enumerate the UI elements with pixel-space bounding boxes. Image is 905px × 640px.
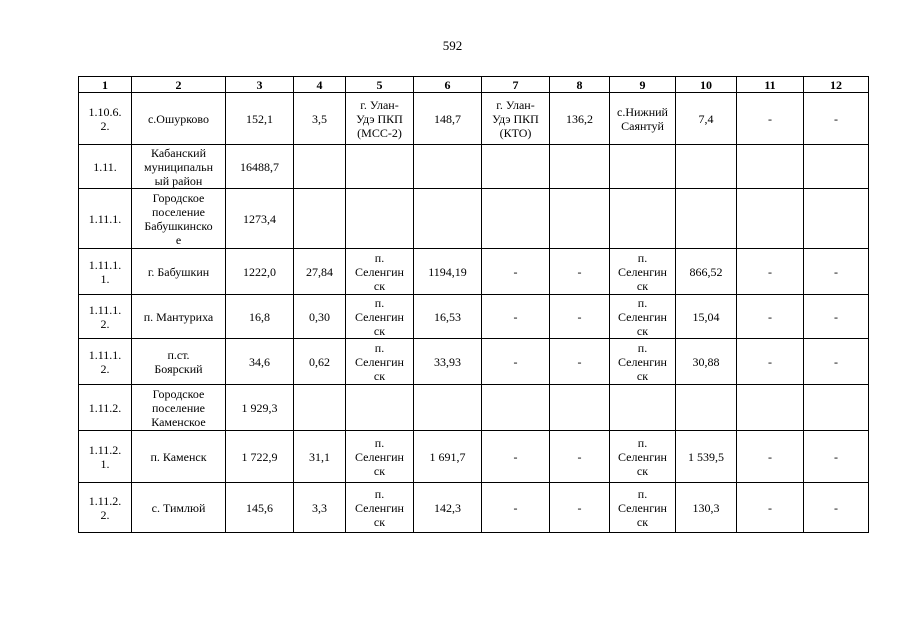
table-cell — [346, 189, 414, 249]
table-cell: - — [804, 431, 869, 483]
table-cell — [610, 145, 676, 189]
table-cell: п. Селенгин ск — [346, 339, 414, 385]
table-row — [79, 483, 869, 533]
table-cell: п. Селенгин ск — [346, 483, 414, 533]
table-cell: 1 539,5 — [676, 431, 737, 483]
table-cell: 1.10.6. 2. — [79, 93, 132, 145]
table-cell: 1.11.2. — [79, 385, 132, 431]
table-row — [79, 93, 869, 145]
table-cell: 1.11.1. 2. — [79, 295, 132, 339]
table-cell — [414, 385, 482, 431]
table-cell: п. Селенгин ск — [610, 431, 676, 483]
table-cell: Городское поселение Бабушкинско е — [132, 189, 226, 249]
table-cell: 31,1 — [294, 431, 346, 483]
table-cell: 866,52 — [676, 249, 737, 295]
table-cell — [804, 145, 869, 189]
table-cell: - — [804, 93, 869, 145]
table-cell: 1273,4 — [226, 189, 294, 249]
table-cell: с.Нижний Саянтуй — [610, 93, 676, 145]
table-cell: 27,84 — [294, 249, 346, 295]
table-cell: 130,3 — [676, 483, 737, 533]
table-cell: п. Каменск — [132, 431, 226, 483]
table-cell: п. Селенгин ск — [346, 431, 414, 483]
table-row — [79, 295, 869, 339]
column-header: 1 — [79, 77, 132, 93]
table-cell — [610, 385, 676, 431]
table-cell: 0,62 — [294, 339, 346, 385]
table-cell: 0,30 — [294, 295, 346, 339]
table-cell: п. Селенгин ск — [610, 295, 676, 339]
table-cell: г. Улан- Удэ ПКП (МСС-2) — [346, 93, 414, 145]
table-cell: - — [550, 295, 610, 339]
column-header: 5 — [346, 77, 414, 93]
table-cell: - — [550, 483, 610, 533]
table-cell: г. Улан- Удэ ПКП (КТО) — [482, 93, 550, 145]
table-cell: 1 691,7 — [414, 431, 482, 483]
table-cell — [804, 189, 869, 249]
header-row — [79, 77, 869, 93]
table-cell: - — [737, 483, 804, 533]
table-cell: - — [737, 295, 804, 339]
table-cell: - — [550, 339, 610, 385]
table-cell: с. Тимлюй — [132, 483, 226, 533]
table-cell — [482, 385, 550, 431]
table-cell: 1.11. — [79, 145, 132, 189]
table-cell: - — [804, 295, 869, 339]
table-cell: с.Ошурково — [132, 93, 226, 145]
table-cell — [610, 189, 676, 249]
table-cell: 16488,7 — [226, 145, 294, 189]
table-row — [79, 431, 869, 483]
table-cell: 1222,0 — [226, 249, 294, 295]
table-cell: 16,53 — [414, 295, 482, 339]
column-header: 9 — [610, 77, 676, 93]
table-cell — [737, 145, 804, 189]
table-cell: 33,93 — [414, 339, 482, 385]
table-cell — [414, 145, 482, 189]
table-cell: п.ст. Боярский — [132, 339, 226, 385]
table-cell — [737, 189, 804, 249]
table-cell: - — [482, 483, 550, 533]
table-cell — [482, 189, 550, 249]
table-cell: - — [804, 249, 869, 295]
column-header: 3 — [226, 77, 294, 93]
table-cell: п. Селенгин ск — [610, 249, 676, 295]
page-number: 592 — [442, 38, 463, 53]
table-cell — [550, 189, 610, 249]
column-header: 8 — [550, 77, 610, 93]
table-cell: 1.11.1. 2. — [79, 339, 132, 385]
table-cell: 7,4 — [676, 93, 737, 145]
table-row — [79, 189, 869, 249]
table-cell: 3,5 — [294, 93, 346, 145]
table-cell: п. Мантуриха — [132, 295, 226, 339]
table-cell: 1194,19 — [414, 249, 482, 295]
table-cell: г. Бабушкин — [132, 249, 226, 295]
table-cell: 136,2 — [550, 93, 610, 145]
table-cell: - — [482, 431, 550, 483]
table-cell: 152,1 — [226, 93, 294, 145]
table-body — [79, 93, 869, 533]
column-header: 11 — [737, 77, 804, 93]
column-header: 6 — [414, 77, 482, 93]
table-cell — [804, 385, 869, 431]
table-cell: 30,88 — [676, 339, 737, 385]
table-cell: 1 929,3 — [226, 385, 294, 431]
table-cell — [676, 145, 737, 189]
table-cell — [482, 145, 550, 189]
column-header: 12 — [804, 77, 869, 93]
table-cell: п. Селенгин ск — [610, 483, 676, 533]
column-header: 2 — [132, 77, 226, 93]
table-cell: - — [482, 295, 550, 339]
table-cell: - — [482, 249, 550, 295]
table-cell: - — [737, 249, 804, 295]
table-cell: - — [737, 431, 804, 483]
table-cell: - — [737, 339, 804, 385]
table-cell — [346, 145, 414, 189]
column-header: 7 — [482, 77, 550, 93]
table-cell: Городское поселение Каменское — [132, 385, 226, 431]
table-cell: п. Селенгин ск — [610, 339, 676, 385]
table-cell: 1.11.2. 2. — [79, 483, 132, 533]
table-cell: 15,04 — [676, 295, 737, 339]
table-cell: - — [804, 483, 869, 533]
table-row — [79, 339, 869, 385]
table-cell: - — [482, 339, 550, 385]
table-cell: п. Селенгин ск — [346, 249, 414, 295]
table-cell: - — [550, 249, 610, 295]
table-cell: Кабанский муниципальн ый район — [132, 145, 226, 189]
table-cell: 16,8 — [226, 295, 294, 339]
table-cell: - — [550, 431, 610, 483]
table-cell — [550, 385, 610, 431]
table-cell: 145,6 — [226, 483, 294, 533]
column-header: 10 — [676, 77, 737, 93]
data-table — [78, 76, 869, 533]
table-cell: - — [737, 93, 804, 145]
table-cell: 3,3 — [294, 483, 346, 533]
table-cell — [737, 385, 804, 431]
table-cell: 1 722,9 — [226, 431, 294, 483]
table-cell — [294, 145, 346, 189]
table-row — [79, 385, 869, 431]
table-cell: 1.11.1. — [79, 189, 132, 249]
table-cell: - — [804, 339, 869, 385]
table-cell — [676, 189, 737, 249]
table-cell — [346, 385, 414, 431]
table-cell: 1.11.2. 1. — [79, 431, 132, 483]
table-cell — [676, 385, 737, 431]
table-cell: 148,7 — [414, 93, 482, 145]
table-row — [79, 249, 869, 295]
table-cell — [414, 189, 482, 249]
table-cell: 142,3 — [414, 483, 482, 533]
table-row — [79, 145, 869, 189]
table-cell: п. Селенгин ск — [346, 295, 414, 339]
table-cell — [294, 189, 346, 249]
table-cell: 34,6 — [226, 339, 294, 385]
table-cell — [550, 145, 610, 189]
table-cell — [294, 385, 346, 431]
table-cell: 1.11.1. 1. — [79, 249, 132, 295]
column-header: 4 — [294, 77, 346, 93]
